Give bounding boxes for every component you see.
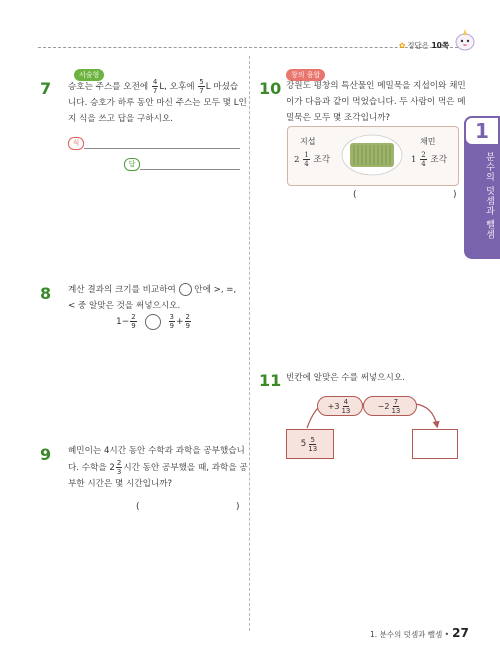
fraction: $\frac{5}{7}$ [199, 78, 204, 95]
person-1-amount: 2 $\frac{1}{4}$ 조각 [294, 151, 331, 168]
question-8-text: 계산 결과의 크기를 비교하여 안에 >, =, < 중 알맞은 것을 써넣으시오. [68, 285, 237, 311]
question-7-text: 승호는 주스를 오전에 $\frac{4}{7}$ L, 오후에 $\frac{5}{7}$ L 마셨습 니다. 승호가 하루 동안 마신 주스는 모두 몇 L인 지 식을 쓰고 답을 구하시오. [68, 78, 247, 124]
person-2-amount: 1 $\frac{2}{4}$ 조각 [411, 151, 448, 168]
page-number: 27 [452, 626, 469, 640]
page-footer: 1. 분수의 덧셈과 뺄셈 • 27 [370, 626, 469, 640]
descriptive-tag: 서술형 [74, 69, 104, 81]
question-number-10: 10 [259, 79, 282, 98]
question-number-8: 8 [40, 284, 52, 303]
question-number-11: 11 [259, 371, 282, 390]
comparison-expression: 1− $\frac{2}{9}$ $\frac{3}{9}$ + $\frac{2}{9}$ [116, 313, 190, 330]
expression-answer-line[interactable] [84, 148, 240, 149]
answer-reference: ✿ 정답은 10쪽 [399, 41, 450, 50]
question-11-text: 빈칸에 알맞은 수를 써넣으시오. [286, 373, 405, 383]
blank-circle-icon [179, 283, 192, 296]
star-icon: ✿ [399, 41, 406, 50]
creative-fusion-tag: 창의 융합 [286, 69, 325, 81]
person-2-name: 채민 [420, 137, 436, 146]
mascot-icon [452, 28, 478, 52]
answer-blank-q9[interactable] [144, 500, 232, 514]
chapter-number: 1 [464, 116, 500, 146]
final-answer-line[interactable] [140, 169, 240, 170]
question-9-text: 혜민이는 4시간 동안 수학과 과학을 공부했습니 다. 수학을 2 $\frac{2}{3}$ 시간 동안 공부했을 때, 과학을 공 부한 시간은 몇 시간입니까? [68, 446, 248, 489]
fraction: $\frac{4}{7}$ [152, 78, 158, 95]
operation-subtract: −2 $\frac{7}{13}$ [363, 396, 417, 416]
chapter-title: 분수의 덧셈과 뺄셈 [484, 152, 494, 240]
result-blank-box[interactable] [412, 429, 458, 459]
question-number-9: 9 [40, 445, 52, 464]
start-value-box: 5 $\frac{5}{13}$ [286, 429, 334, 459]
question-number-7: 7 [40, 79, 52, 98]
buckwheat-jelly-image [341, 134, 403, 176]
operation-add: +3 $\frac{4}{13}$ [317, 396, 363, 416]
person-1-name: 지섭 [300, 137, 316, 146]
column-divider [249, 56, 250, 631]
expression-label: 식 [68, 137, 84, 150]
answer-label: 답 [124, 158, 140, 171]
answer-blank-q10[interactable] [361, 188, 449, 202]
comparison-blank[interactable] [145, 314, 161, 330]
header-rule [38, 47, 458, 48]
question-10-text: 강원도 평창의 특산물인 메밀묵을 지섭이와 채민 이가 다음과 같이 먹었습니다. 두 사람이 먹은 메 밀묵은 모두 몇 조각입니까? [286, 81, 466, 123]
